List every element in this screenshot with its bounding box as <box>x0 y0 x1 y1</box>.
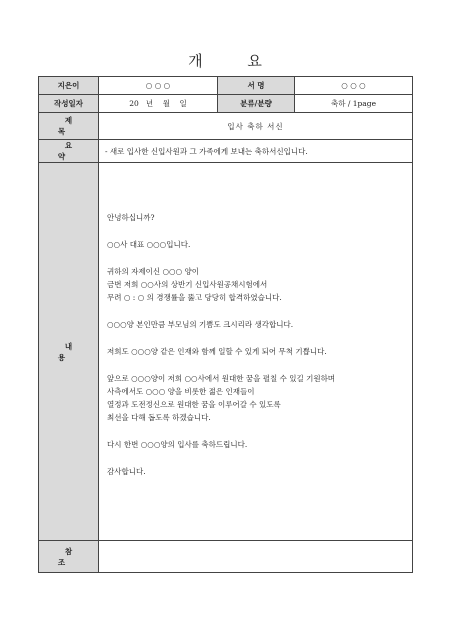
content-paragraph: 저희도 ○○○양 같은 인재와 함께 일할 수 있게 되어 무척 기쁩니다. <box>107 347 327 356</box>
subject-label-text: 제 목 <box>57 116 87 136</box>
content-paragraph: ○○사 대표 ○○○입니다. <box>107 240 191 249</box>
content-body <box>99 163 413 541</box>
content-paragraph: 귀하의 자제이신 ○○○ 양이 금번 저희 ○○사의 상반기 신입사원공채시험에서 무려 ○ : ○ 의 경쟁률을 뚫고 당당히 합격하였습니다. <box>107 267 282 302</box>
summary-value: - 새로 입사한 신입사원과 그 가족에게 보내는 축하서신입니다. <box>99 140 413 163</box>
content-label-text: 내 용 <box>57 341 87 362</box>
author-value: ○ ○ ○ <box>99 77 218 95</box>
author-label: 지은이 <box>39 77 99 95</box>
content-paragraph: 다시 한번 ○○○양의 입사를 축하드립니다. <box>107 440 248 449</box>
subject-value: 입사 축하 서신 <box>99 113 413 140</box>
content-paragraph: ○○○양 본인만큼 부모님의 기쁨도 크시리라 생각합니다. <box>107 320 294 329</box>
category-value: 축하 / 1page <box>295 95 413 113</box>
content-label <box>39 163 99 541</box>
content-paragraph: 감사합니다. <box>107 467 146 476</box>
category-label: 분류/분량 <box>218 95 295 113</box>
summary-label <box>39 140 99 163</box>
content-paragraph: 안녕하십니까? <box>107 213 155 222</box>
reference-label-text: 참 조 <box>57 546 87 567</box>
summary-form <box>38 76 413 573</box>
subject-label <box>39 113 99 140</box>
signature-label: 서 명 <box>218 77 295 95</box>
reference-value <box>99 541 413 573</box>
date-value: 20 년 월 일 <box>99 95 218 113</box>
signature-value: ○ ○ ○ <box>295 77 413 95</box>
date-label: 작성일자 <box>39 95 99 113</box>
content-paragraph: 앞으로 ○○○양이 저희 ○○사에서 원대한 꿈을 펼칠 수 있길 기원하며 사측에서도 ○○○ 양을 비롯한 젊은 인재들이 열정과 도전정신으로 원대한 꿈을 이루어갈 수 있도록 최선을 다해 돕도록 하겠습니다. <box>107 374 336 422</box>
reference-label <box>39 541 99 573</box>
summary-label-text: 요 약 <box>57 141 87 161</box>
document-title: 개 요 <box>188 52 282 70</box>
